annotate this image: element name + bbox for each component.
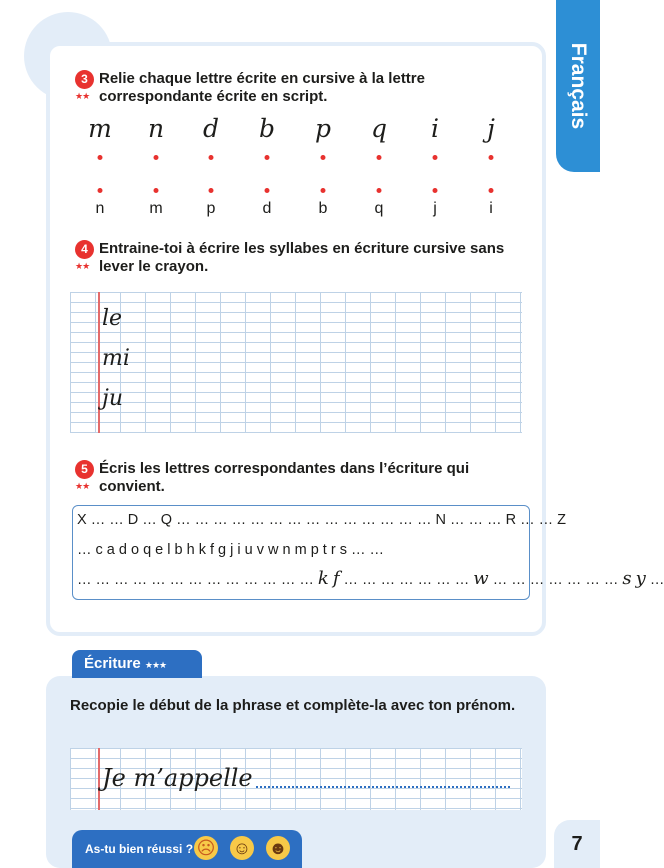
subject-tab [556,0,600,172]
script-letter: q [374,200,384,217]
letters-row-script[interactable]: … c a d o q e l b h k f g j i u v w n m p t r s … … [77,542,385,558]
letters-row-cursive[interactable] [77,568,664,589]
exercise-3-instruction: Relie chaque lettre écrite en cursive à la lettre correspondante écrite en script. [99,70,425,105]
happy-face-icon[interactable]: ☻ [266,836,290,860]
connect-dot-top[interactable] [265,155,270,160]
exercise-5-instruction: Écris les lettres correspondantes dans l’écriture qui convient. [99,460,470,495]
neutral-face-icon[interactable]: ☺ [230,836,254,860]
letters-row-uppercase[interactable]: X … … D … Q … … … … … … … … … … … … … … N … … … R … … Z [77,512,566,528]
sad-face-icon[interactable]: ☹ [194,836,218,860]
page-number: 7 [554,820,600,868]
cursive-f: f [332,568,340,589]
script-letter: p [206,200,216,217]
blank-dots: … … … … … … … … … … … … … [77,572,314,588]
exercise-4-instruction: Entraine-toi à écrire les syllabes en écriture cursive sans lever le crayon. [99,240,505,275]
exercise-3-number: 3 [75,70,94,89]
script-letter: m [149,200,163,217]
connect-dot-bottom[interactable] [377,188,382,193]
connect-dot-top[interactable] [377,155,382,160]
cursive-letter: n [147,114,165,143]
syllable-le: le [102,306,123,331]
connect-dot-top[interactable] [489,155,494,160]
connect-dot-bottom[interactable] [433,188,438,193]
syllable-mi: mi [102,346,130,371]
model-sentence: Je m’appelle [102,764,253,792]
name-answer-line[interactable] [256,786,510,788]
exercise-5-stars: ★★ [75,481,90,491]
script-letter: j [433,200,437,217]
section-label [72,650,202,678]
exercise-4-stars: ★★ [75,261,90,271]
connect-dot-bottom[interactable] [154,188,159,193]
connect-dot-top[interactable] [433,155,438,160]
script-letter: n [95,200,105,217]
exercise-4-number: 4 [75,240,94,259]
cursive-k: k [317,568,329,589]
self-assessment-question: As-tu bien réussi ? [85,842,194,856]
cursive-y: y [635,568,646,589]
blank-dots: … … … … … … … [492,572,619,588]
connect-dot-bottom[interactable] [98,188,103,193]
grid-margin-line [98,292,100,433]
exercise-5-number: 5 [75,460,94,479]
connect-dot-bottom[interactable] [321,188,326,193]
subject-tab-label: Français [567,42,590,130]
connect-dot-bottom[interactable] [265,188,270,193]
self-assessment-bar [72,830,302,868]
exercise-3-stars: ★★ [75,91,90,101]
cursive-letter: b [258,114,276,143]
cursive-letter: q [370,114,388,143]
cursive-s: s [622,568,632,589]
connect-dot-bottom[interactable] [209,188,214,193]
connect-dot-top[interactable] [154,155,159,160]
writing-grid[interactable] [70,292,522,433]
cursive-letter: p [314,114,332,143]
script-letter: i [489,200,493,217]
cursive-w: w [473,568,489,589]
connect-dot-bottom[interactable] [489,188,494,193]
cursive-letter: d [202,114,220,143]
sentence-grid[interactable] [70,748,522,810]
script-letter: d [262,200,272,217]
blank-dots: … [649,572,664,588]
syllable-ju: ju [102,386,123,411]
section-label-text: Écriture [84,655,141,672]
connect-dot-top[interactable] [98,155,103,160]
cursive-letter: j [487,114,495,143]
connect-dot-top[interactable] [321,155,326,160]
writing-instruction: Recopie le début de la phrase et complète-la avec ton prénom. [70,697,516,714]
blank-dots: … … … … … … … [343,572,470,588]
script-letter: b [318,200,328,217]
cursive-letter: i [431,114,439,143]
connect-dot-top[interactable] [209,155,214,160]
grid-margin-line [98,748,100,810]
letters-box [72,505,664,600]
cursive-letter: m [88,114,112,143]
section-label-stars: ★★★ [144,660,167,670]
